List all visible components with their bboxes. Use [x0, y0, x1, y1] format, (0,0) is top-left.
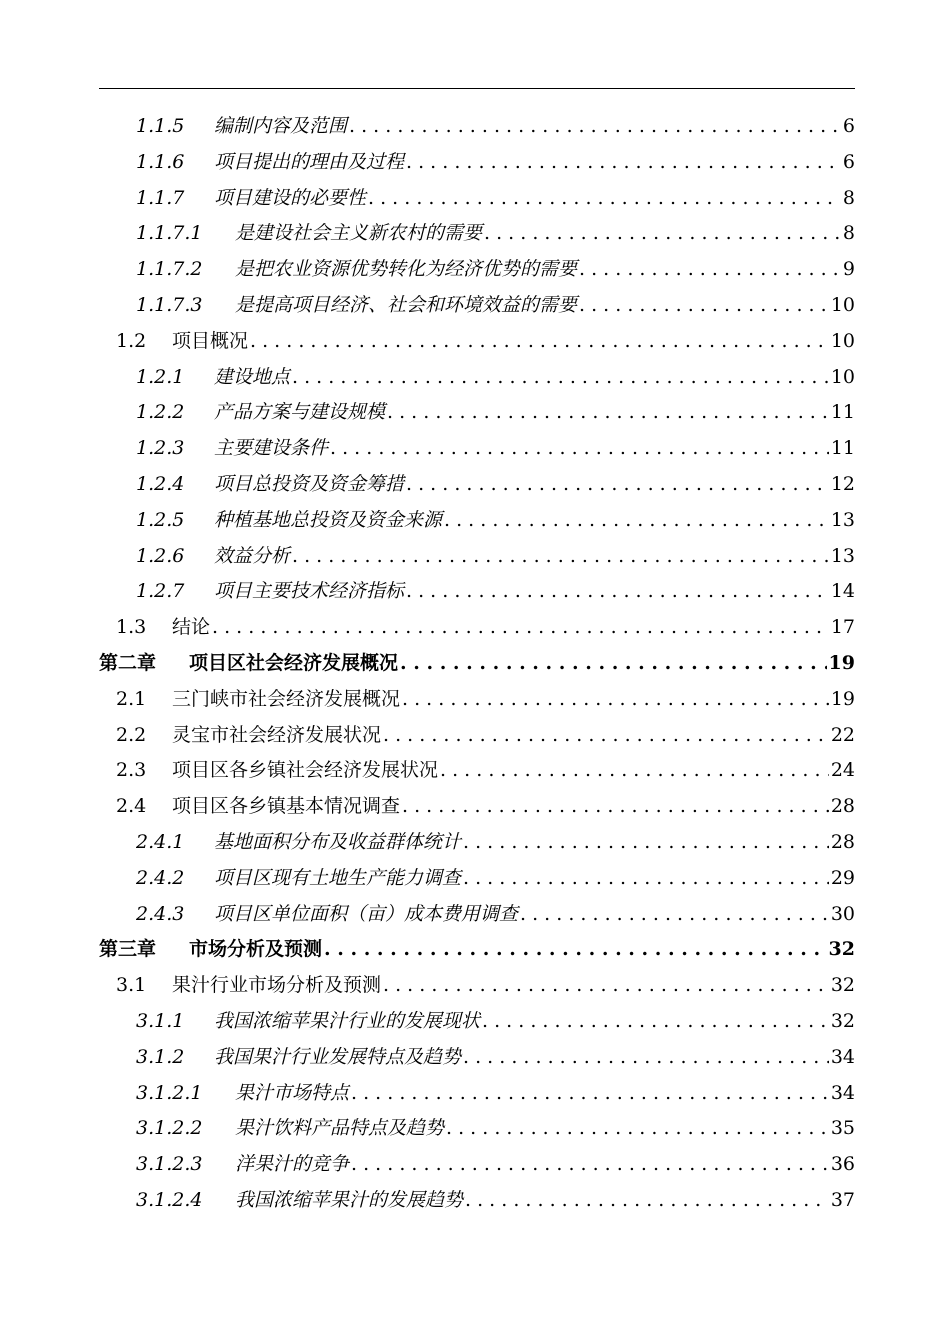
toc-entry[interactable] — [136, 215, 855, 251]
toc-entry-number: 3.1.2.2 — [136, 1117, 203, 1140]
toc-entry-title: 种植基地总投资及资金来源 — [214, 508, 443, 531]
toc-entry-number: 3.1 — [116, 974, 147, 997]
toc-entry-number: 1.2 — [116, 329, 147, 352]
toc-entry-page: 35 — [830, 1117, 855, 1140]
toc-entry-title: 项目区现有土地生产能力调查 — [214, 866, 462, 889]
toc-entry-number: 2.3 — [116, 759, 147, 782]
toc-entry[interactable] — [136, 538, 855, 574]
toc-dot-leader — [351, 1146, 829, 1182]
toc-entry[interactable] — [116, 788, 855, 824]
toc-dot-leader — [484, 215, 841, 251]
toc-entry[interactable] — [136, 287, 855, 323]
toc-entry-page: 32 — [828, 938, 855, 961]
toc-entry-number: 2.4.3 — [136, 902, 185, 925]
toc-entry-number: 1.2.5 — [136, 508, 185, 531]
toc-dot-leader — [520, 896, 829, 932]
toc-entry[interactable] — [136, 824, 855, 860]
toc-entry-title: 项目建设的必要性 — [214, 186, 367, 209]
toc-entry-page: 24 — [830, 759, 855, 782]
toc-dot-leader — [292, 538, 829, 574]
toc-entry[interactable] — [116, 609, 855, 645]
toc-entry-title: 项目提出的理由及过程 — [214, 150, 405, 173]
toc-entry-number: 1.1.7 — [136, 186, 185, 209]
toc-entry-title: 主要建设条件 — [214, 437, 329, 460]
toc-entry[interactable] — [136, 466, 855, 502]
toc-entry[interactable] — [116, 717, 855, 753]
toc-dot-leader — [400, 645, 827, 681]
toc-entry-title: 基地面积分布及收益群体统计 — [214, 831, 462, 853]
toc-entry-page: 28 — [830, 795, 855, 818]
toc-entry-number: 3.1.2.4 — [136, 1189, 203, 1211]
toc-entry-number: 1.2.2 — [136, 401, 185, 424]
toc-entry-page: 11 — [830, 401, 855, 424]
toc-entry-page: 36 — [830, 1153, 855, 1176]
toc-entry-number: 第二章 — [99, 652, 157, 674]
toc-entry-title: 结论 — [172, 616, 211, 639]
toc-entry[interactable] — [136, 1182, 855, 1218]
toc-entry-title: 项目总投资及资金筹措 — [214, 473, 405, 495]
toc-entry-title: 果汁饮料产品特点及趋势 — [235, 1117, 445, 1140]
toc-entry-page: 8 — [842, 222, 855, 245]
toc-entry[interactable] — [136, 896, 855, 932]
toc-entry-number: 1.1.7.3 — [136, 294, 203, 316]
toc-entry-page: 32 — [830, 974, 855, 997]
toc-entry[interactable] — [116, 752, 855, 788]
toc-entry-title: 是提高项目经济、社会和环境效益的需要 — [235, 294, 578, 316]
toc-entry[interactable] — [136, 144, 855, 180]
toc-entry[interactable] — [136, 1146, 855, 1182]
toc-entry-title: 建设地点 — [214, 365, 291, 388]
toc-entry[interactable] — [136, 502, 855, 538]
toc-dot-leader — [351, 1075, 829, 1111]
toc-entry-title: 项目区各乡镇社会经济发展状况 — [172, 759, 439, 782]
toc-entry-number: 1.1.7.2 — [136, 258, 203, 281]
toc-entry-number: 3.1.2.3 — [136, 1153, 203, 1176]
toc-entry-title: 项目主要技术经济指标 — [214, 580, 405, 603]
toc-entry-title: 洋果汁的竞争 — [235, 1153, 350, 1176]
toc-entry-number: 1.1.5 — [136, 115, 185, 137]
toc-dot-leader — [463, 824, 829, 860]
toc-entry-number: 2.4 — [116, 795, 147, 818]
toc-entry-title: 市场分析及预测 — [189, 938, 323, 961]
toc-entry-title: 是建设社会主义新农村的需要 — [235, 222, 483, 245]
toc-entry-page: 10 — [830, 294, 855, 316]
toc-entry-title: 效益分析 — [214, 544, 291, 567]
toc-entry[interactable] — [136, 1075, 855, 1111]
toc-entry-page: 14 — [830, 580, 855, 603]
toc-entry[interactable] — [136, 394, 855, 430]
toc-dot-leader — [465, 1182, 829, 1218]
toc-entry-number: 1.2.3 — [136, 437, 185, 460]
toc-dot-leader — [406, 466, 829, 502]
toc-entry[interactable] — [99, 931, 855, 967]
toc-dot-leader — [250, 323, 829, 359]
toc-entry-number: 2.4.1 — [136, 831, 185, 853]
toc-entry[interactable] — [136, 1039, 855, 1075]
toc-entry-title: 果汁市场特点 — [235, 1081, 350, 1104]
toc-entry-page: 28 — [830, 831, 855, 853]
toc-entry[interactable] — [116, 323, 855, 359]
toc-dot-leader — [402, 681, 829, 717]
toc-dot-leader — [463, 1039, 829, 1075]
toc-dot-leader — [482, 1003, 829, 1039]
toc-dot-leader — [383, 967, 829, 1003]
toc-entry[interactable] — [136, 108, 855, 144]
toc-dot-leader — [387, 394, 829, 430]
toc-entry-number: 3.1.1 — [136, 1010, 185, 1032]
toc-entry[interactable] — [136, 180, 855, 216]
toc-entry-page: 34 — [830, 1081, 855, 1104]
toc-entry-page: 6 — [842, 115, 855, 137]
toc-entry-title: 我国果汁行业发展特点及趋势 — [214, 1045, 462, 1068]
toc-entry-title: 项目概况 — [172, 329, 249, 352]
toc-entry-page: 37 — [830, 1189, 855, 1211]
toc-entry-number: 1.2.7 — [136, 580, 185, 603]
toc-entry-title: 产品方案与建设规模 — [214, 401, 386, 424]
toc-dot-leader — [406, 144, 841, 180]
toc-dot-leader — [402, 788, 829, 824]
toc-entry-page: 8 — [842, 186, 855, 209]
header-rule — [99, 88, 855, 89]
toc-entry[interactable] — [136, 251, 855, 287]
toc-entry-number: 2.4.2 — [136, 866, 185, 889]
toc-entry-title: 项目区社会经济发展概况 — [189, 652, 399, 674]
toc-entry-page: 10 — [830, 365, 855, 388]
toc-entry-page: 29 — [830, 866, 855, 889]
toc-entry-title: 灵宝市社会经济发展状况 — [172, 723, 382, 746]
toc-entry-page: 10 — [830, 329, 855, 352]
toc-dot-leader — [368, 180, 841, 216]
toc-entry-page: 19 — [830, 687, 855, 710]
toc-entry-number: 1.1.6 — [136, 150, 185, 173]
toc-entry[interactable] — [136, 573, 855, 609]
toc-entry-title: 三门峡市社会经济发展概况 — [172, 687, 401, 710]
toc-entry-page: 32 — [830, 1010, 855, 1032]
toc-entry[interactable] — [99, 645, 855, 681]
toc-entry[interactable] — [136, 430, 855, 466]
toc-entry[interactable] — [116, 967, 855, 1003]
toc-dot-leader — [212, 609, 829, 645]
toc-entry-page: 17 — [830, 616, 855, 639]
toc-dot-leader — [406, 573, 829, 609]
toc-dot-leader — [383, 717, 829, 753]
toc-entry-page: 34 — [830, 1045, 855, 1068]
toc-entry[interactable] — [136, 1110, 855, 1146]
toc-entry-number: 1.1.7.1 — [136, 222, 203, 245]
toc-entry-number: 1.2.1 — [136, 365, 185, 388]
toc-entry-number: 1.3 — [116, 616, 147, 639]
toc-dot-leader — [330, 430, 829, 466]
toc-dot-leader — [463, 860, 829, 896]
toc-entry-title: 编制内容及范围 — [214, 115, 348, 137]
toc-entry-number: 2.2 — [116, 723, 147, 746]
toc-entry-page: 13 — [830, 508, 855, 531]
toc-dot-leader — [324, 931, 827, 967]
toc-entry-number: 第三章 — [99, 938, 157, 961]
toc-dot-leader — [440, 752, 829, 788]
toc-dot-leader — [446, 1110, 829, 1146]
toc-entry-number: 3.1.2.1 — [136, 1081, 203, 1104]
toc-entry[interactable] — [136, 359, 855, 395]
toc-entry-number: 2.1 — [116, 687, 147, 710]
toc-dot-leader — [444, 502, 829, 538]
toc-entry-title: 项目区单位面积（亩）成本费用调查 — [214, 902, 519, 925]
toc-entry[interactable] — [136, 860, 855, 896]
toc-entry-page: 12 — [830, 473, 855, 495]
toc-entry-page: 11 — [830, 437, 855, 460]
toc-entry-page: 19 — [828, 652, 855, 674]
toc-entry-number: 1.2.6 — [136, 544, 185, 567]
toc-entry-title: 果汁行业市场分析及预测 — [172, 974, 382, 997]
toc-dot-leader — [579, 287, 829, 323]
toc-entry-title: 我国浓缩苹果汁的发展趋势 — [235, 1189, 464, 1211]
toc-entry[interactable] — [116, 681, 855, 717]
toc-entry-number: 3.1.2 — [136, 1045, 185, 1068]
toc-dot-leader — [292, 359, 829, 395]
toc-entry-page: 6 — [842, 150, 855, 173]
toc-entry-page: 22 — [830, 723, 855, 746]
toc-entry-title: 我国浓缩苹果汁行业的发展现状 — [214, 1010, 481, 1032]
toc-entry-page: 9 — [842, 258, 855, 281]
toc-dot-leader — [579, 251, 841, 287]
toc-entry[interactable] — [136, 1003, 855, 1039]
toc-entry-title: 项目区各乡镇基本情况调查 — [172, 795, 401, 818]
toc-entry-page: 13 — [830, 544, 855, 567]
toc-dot-leader — [349, 108, 841, 144]
toc-entry-page: 30 — [830, 902, 855, 925]
toc-entry-title: 是把农业资源优势转化为经济优势的需要 — [235, 258, 578, 281]
toc-entry-number: 1.2.4 — [136, 473, 185, 495]
